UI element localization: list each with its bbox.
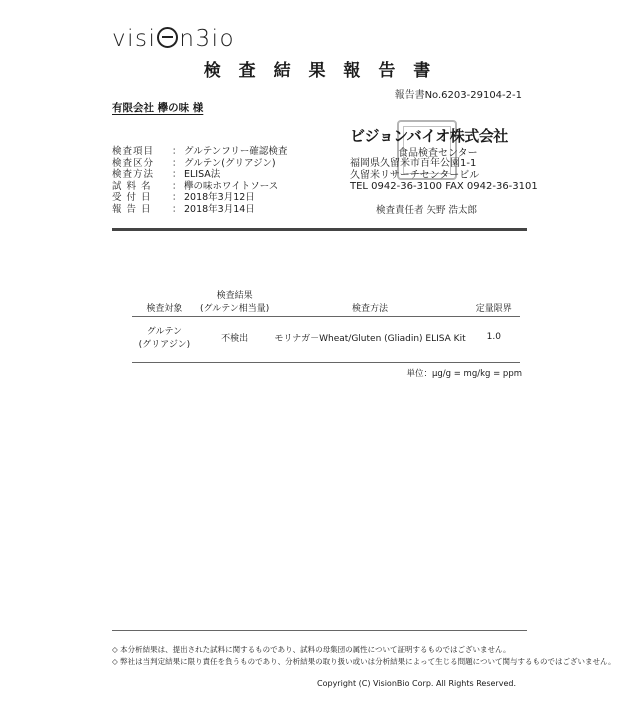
logo-text-part-2: n3io — [179, 26, 236, 52]
detail-label: 受 付 日 — [112, 192, 152, 204]
lab-address-line-2: 久留米リサーチセンタービル — [350, 169, 480, 181]
document-title: 検 査 結 果 報 告 書 — [203, 61, 437, 81]
detail-value: 欅の味ホワイトソース — [184, 180, 279, 192]
header-test-method: 検査方法 — [352, 304, 389, 314]
inspector-name: 検査責任者 矢野 浩太郎 — [376, 205, 478, 216]
results-header-row — [132, 286, 520, 314]
detail-value: グルテン(グリアジン) — [184, 157, 276, 169]
detail-row-test-method — [112, 169, 287, 181]
detail-label: 試 料 名 — [112, 180, 152, 192]
lab-center-name: 食品検査センター — [398, 148, 478, 159]
header-quantification-limit: 定量限界 — [475, 304, 512, 314]
detail-colon: ： — [172, 157, 182, 169]
table-bottom-line — [132, 362, 520, 363]
detail-colon: ： — [172, 180, 182, 192]
detail-value: 2018年3月12日 — [184, 192, 255, 204]
results-table — [132, 286, 520, 360]
cell-limit: 1.0 — [486, 332, 501, 342]
detail-colon: ： — [172, 192, 182, 204]
detail-row-sample-name — [112, 181, 287, 193]
detail-colon: ： — [172, 203, 182, 215]
footnotes — [112, 644, 615, 668]
cell-target: グルテン (グリアジン) — [138, 327, 191, 350]
addressee: 有限会社 欅の味 様 — [112, 102, 204, 114]
footnote-2: ◇ 弊社は当判定結果に限り責任を負うものであり、分析結果の取り扱い或いは分析結果によって生じる問題について関与するものではございません。 — [112, 657, 616, 666]
section-divider — [112, 228, 527, 231]
detail-row-test-category — [112, 158, 287, 170]
footer-divider — [112, 630, 527, 631]
detail-label: 検査区分 — [112, 157, 155, 169]
lab-address — [350, 158, 538, 193]
copyright-notice: Copyright (C) VisionBio Corp. All Rights Reserved. — [317, 679, 516, 688]
table-row — [132, 314, 520, 360]
detail-row-received-date — [112, 192, 287, 204]
logo-text-part-1: visi — [112, 26, 157, 52]
cell-method: モリナガ－Wheat/Gluten (Gliadin) ELISA Kit — [274, 333, 466, 344]
detail-colon: ： — [172, 146, 182, 157]
detail-label: 報 告 日 — [112, 203, 152, 215]
cell-result: 不検出 — [221, 333, 249, 344]
footnote-1: ◇ 本分析結果は、提出された試料に関するものであり、試料の母集団の属性について証明するものではございません。 — [112, 645, 511, 654]
lab-company-name: ビジョンバイオ株式会社 — [350, 127, 508, 145]
detail-value: グルテンフリー確認検査 — [184, 146, 288, 157]
header-test-target: 検査対象 — [146, 304, 183, 314]
detail-colon: ： — [172, 169, 182, 181]
lab-phone-fax: TEL 0942-36-3100 FAX 0942-36-3101 — [350, 181, 538, 193]
detail-value: 2018年3月14日 — [184, 203, 255, 215]
detail-value: ELISA法 — [184, 169, 221, 181]
lab-address-line-1: 福岡県久留米市百年公園1-1 — [350, 158, 477, 169]
detail-label: 検査項目 — [112, 146, 155, 157]
logo-o-symbol-icon — [157, 27, 178, 48]
report-number: 報告書No.6203-29104-2-1 — [394, 90, 522, 101]
detail-row-report-date — [112, 204, 287, 216]
detail-label: 検査方法 — [112, 169, 155, 181]
detail-row-test-item — [112, 146, 287, 158]
units-note: 単位：μg/g = mg/kg = ppm — [406, 369, 522, 379]
visionbio-logo — [112, 26, 235, 52]
header-test-result: 検査結果 (グルテン相当量) — [199, 291, 270, 314]
table-header-line — [132, 316, 520, 317]
test-details — [112, 146, 287, 216]
